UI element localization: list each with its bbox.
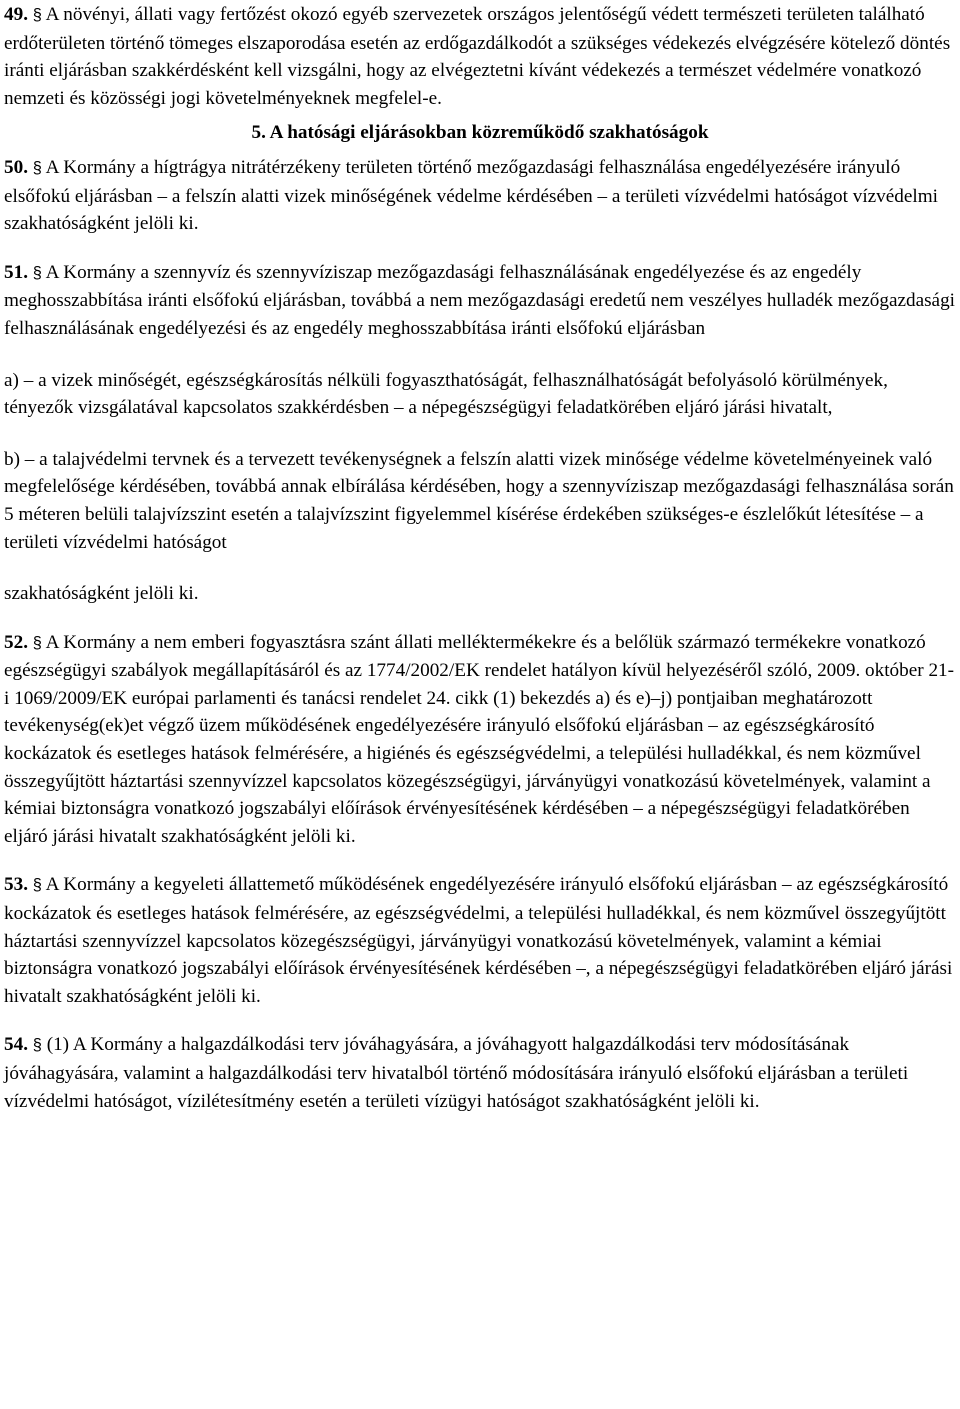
document-page: [4, 0, 956, 1115]
section-sign: §: [32, 158, 42, 177]
section-sign: §: [32, 263, 42, 282]
section-title: 5. A hatósági eljárásokban közreműködő szakhatóságok: [251, 122, 709, 144]
paragraph-51-closing: szakhatóságként jelöli ki.: [4, 583, 199, 605]
paragraph-number: 50.: [4, 156, 28, 178]
paragraph-number: 53.: [4, 874, 28, 896]
section-sign: §: [32, 1036, 42, 1055]
paragraph-number: 49.: [4, 4, 28, 25]
paragraph-51-point-b: b) – a talajvédelmi tervnek és a tervezett tevékenységnek a felszín alatti vizek minősége védelme követelményeinek való megfelelősége kérdésében, továbbá annak elbírálása kérdésében, hogy a szennyvíziszap mezőgazdasági felhasználása során 5 méteren belüli talajvízszint esetén a talajvízszint figyelemmel kísérése érdekében szükséges-e észlelőkút létesítése – a területi vízvédelmi hatóságot: [4, 448, 954, 553]
paragraph-52: [4, 629, 956, 851]
section-sign: §: [32, 633, 42, 652]
paragraph-53: [4, 871, 956, 1010]
paragraph-text: A Kormány a kegyeleti állattemető működésének engedélyezésére irányuló elsőfokú eljárásban – az egészségkárosító kockázatok és esetleges hatások felmérésére, az egészségvédelmi, a települési hulladékkal, és nem közművel összegyűjtött háztartási szennyvízzel kapcsolatos közegészségügyi, járványügyi vonatkozású követelmények, valamint a kémiai biztonságra vonatkozó jogszabályi előírások érvényesítésének kérdésében –, a népegészségügyi feladatkörében eljáró járási hivatalt szakhatóságként jelöli ki.: [4, 874, 953, 1007]
paragraph-49: [4, 1, 956, 112]
paragraph-number: 54.: [4, 1034, 28, 1056]
paragraph-51: [4, 259, 956, 343]
paragraph-text: A növényi, állati vagy fertőzést okozó egyéb szervezetek országos jelentőségű védett természeti területen található erdőterületen történő tömeges elszaporodása esetén az erdőgazdálkodót a szükséges védekezés elvégzésére kötelező döntés iránti eljárásban szakkérdésként kell vizsgálni, hogy az elvégeztetni kívánt védekezés a természet védelmére vonatkozó nemzeti és közösségi jogi követelményeknek megfelel-e.: [4, 4, 951, 109]
paragraph-text: A Kormány a szennyvíz és szennyvíziszap mezőgazdasági felhasználásának engedélyezése és az engedély meghosszabbítása iránti elsőfokú eljárásban, továbbá a nem mezőgazdasági eredetű nem veszélyes hulladék mezőgazdasági felhasználásának engedélyezési és az engedély meghosszabbítása iránti elsőfokú eljárásban: [4, 261, 955, 339]
paragraph-54: [4, 1031, 956, 1115]
section-sign: §: [32, 876, 42, 895]
section-sign: §: [32, 6, 42, 24]
paragraph-text: A Kormány a nem emberi fogyasztásra szánt állati melléktermékekre és a belőlük származó termékekre vonatkozó egészségügyi szabályok megállapításáról és az 1774/2002/EK rendelet hatályon kívül helyezéséről szóló, 2009. október 21-i 1069/2009/EK európai parlamenti és tanácsi rendelet 24. cikk (1) bekezdés a) és e)–j) pontjaiban meghatározott tevékenység(ek)et végző üzem működésének engedélyezésére irányuló elsőfokú eljárásban – az egészségkárosító kockázatok és esetleges hatások felmérésére, a higiénés és egészségvédelmi, a települési hulladékkal, és nem közművel összegyűjtött háztartási szennyvízzel kapcsolatos közegészségügyi, járványügyi vonatkozású követelmények, valamint a kémiai biztonságra vonatkozó jogszabályi előírások érvényesítésének kérdésében – a népegészségügyi feladatkörében eljáró járási hivatalt szakhatóságként jelöli ki.: [4, 631, 955, 847]
paragraph-51-point-a: a) – a vizek minőségét, egészségkárosítás nélküli fogyaszthatóságát, felhasználhatóságát befolyásoló körülmények, tényezők vizsgálatával kapcsolatos szakkérdésben – a népegészségügyi feladatkörében eljáró járási hivatalt,: [4, 369, 888, 419]
paragraph-50: [4, 154, 956, 238]
paragraph-number: 51.: [4, 261, 28, 283]
paragraph-number: 52.: [4, 631, 28, 653]
paragraph-text: (1) A Kormány a halgazdálkodási terv jóváhagyására, a jóváhagyott halgazdálkodási terv módosításának jóváhagyására, valamint a halgazdálkodási terv hivatalból történő módosítására irányuló elsőfokú eljárásban a területi vízvédelmi hatóságot, vízilétesítmény esetén a területi vízügyi hatóságot szakhatóságként jelöli ki.: [4, 1034, 909, 1112]
paragraph-text: A Kormány a hígtrágya nitrátérzékeny területen történő mezőgazdasági felhasználása engedélyezésére irányuló elsőfokú eljárásban – a felszín alatti vizek minőségének védelme kérdésében – a területi vízvédelmi hatóságot vízvédelmi szakhatóságként jelöli ki.: [4, 156, 938, 235]
